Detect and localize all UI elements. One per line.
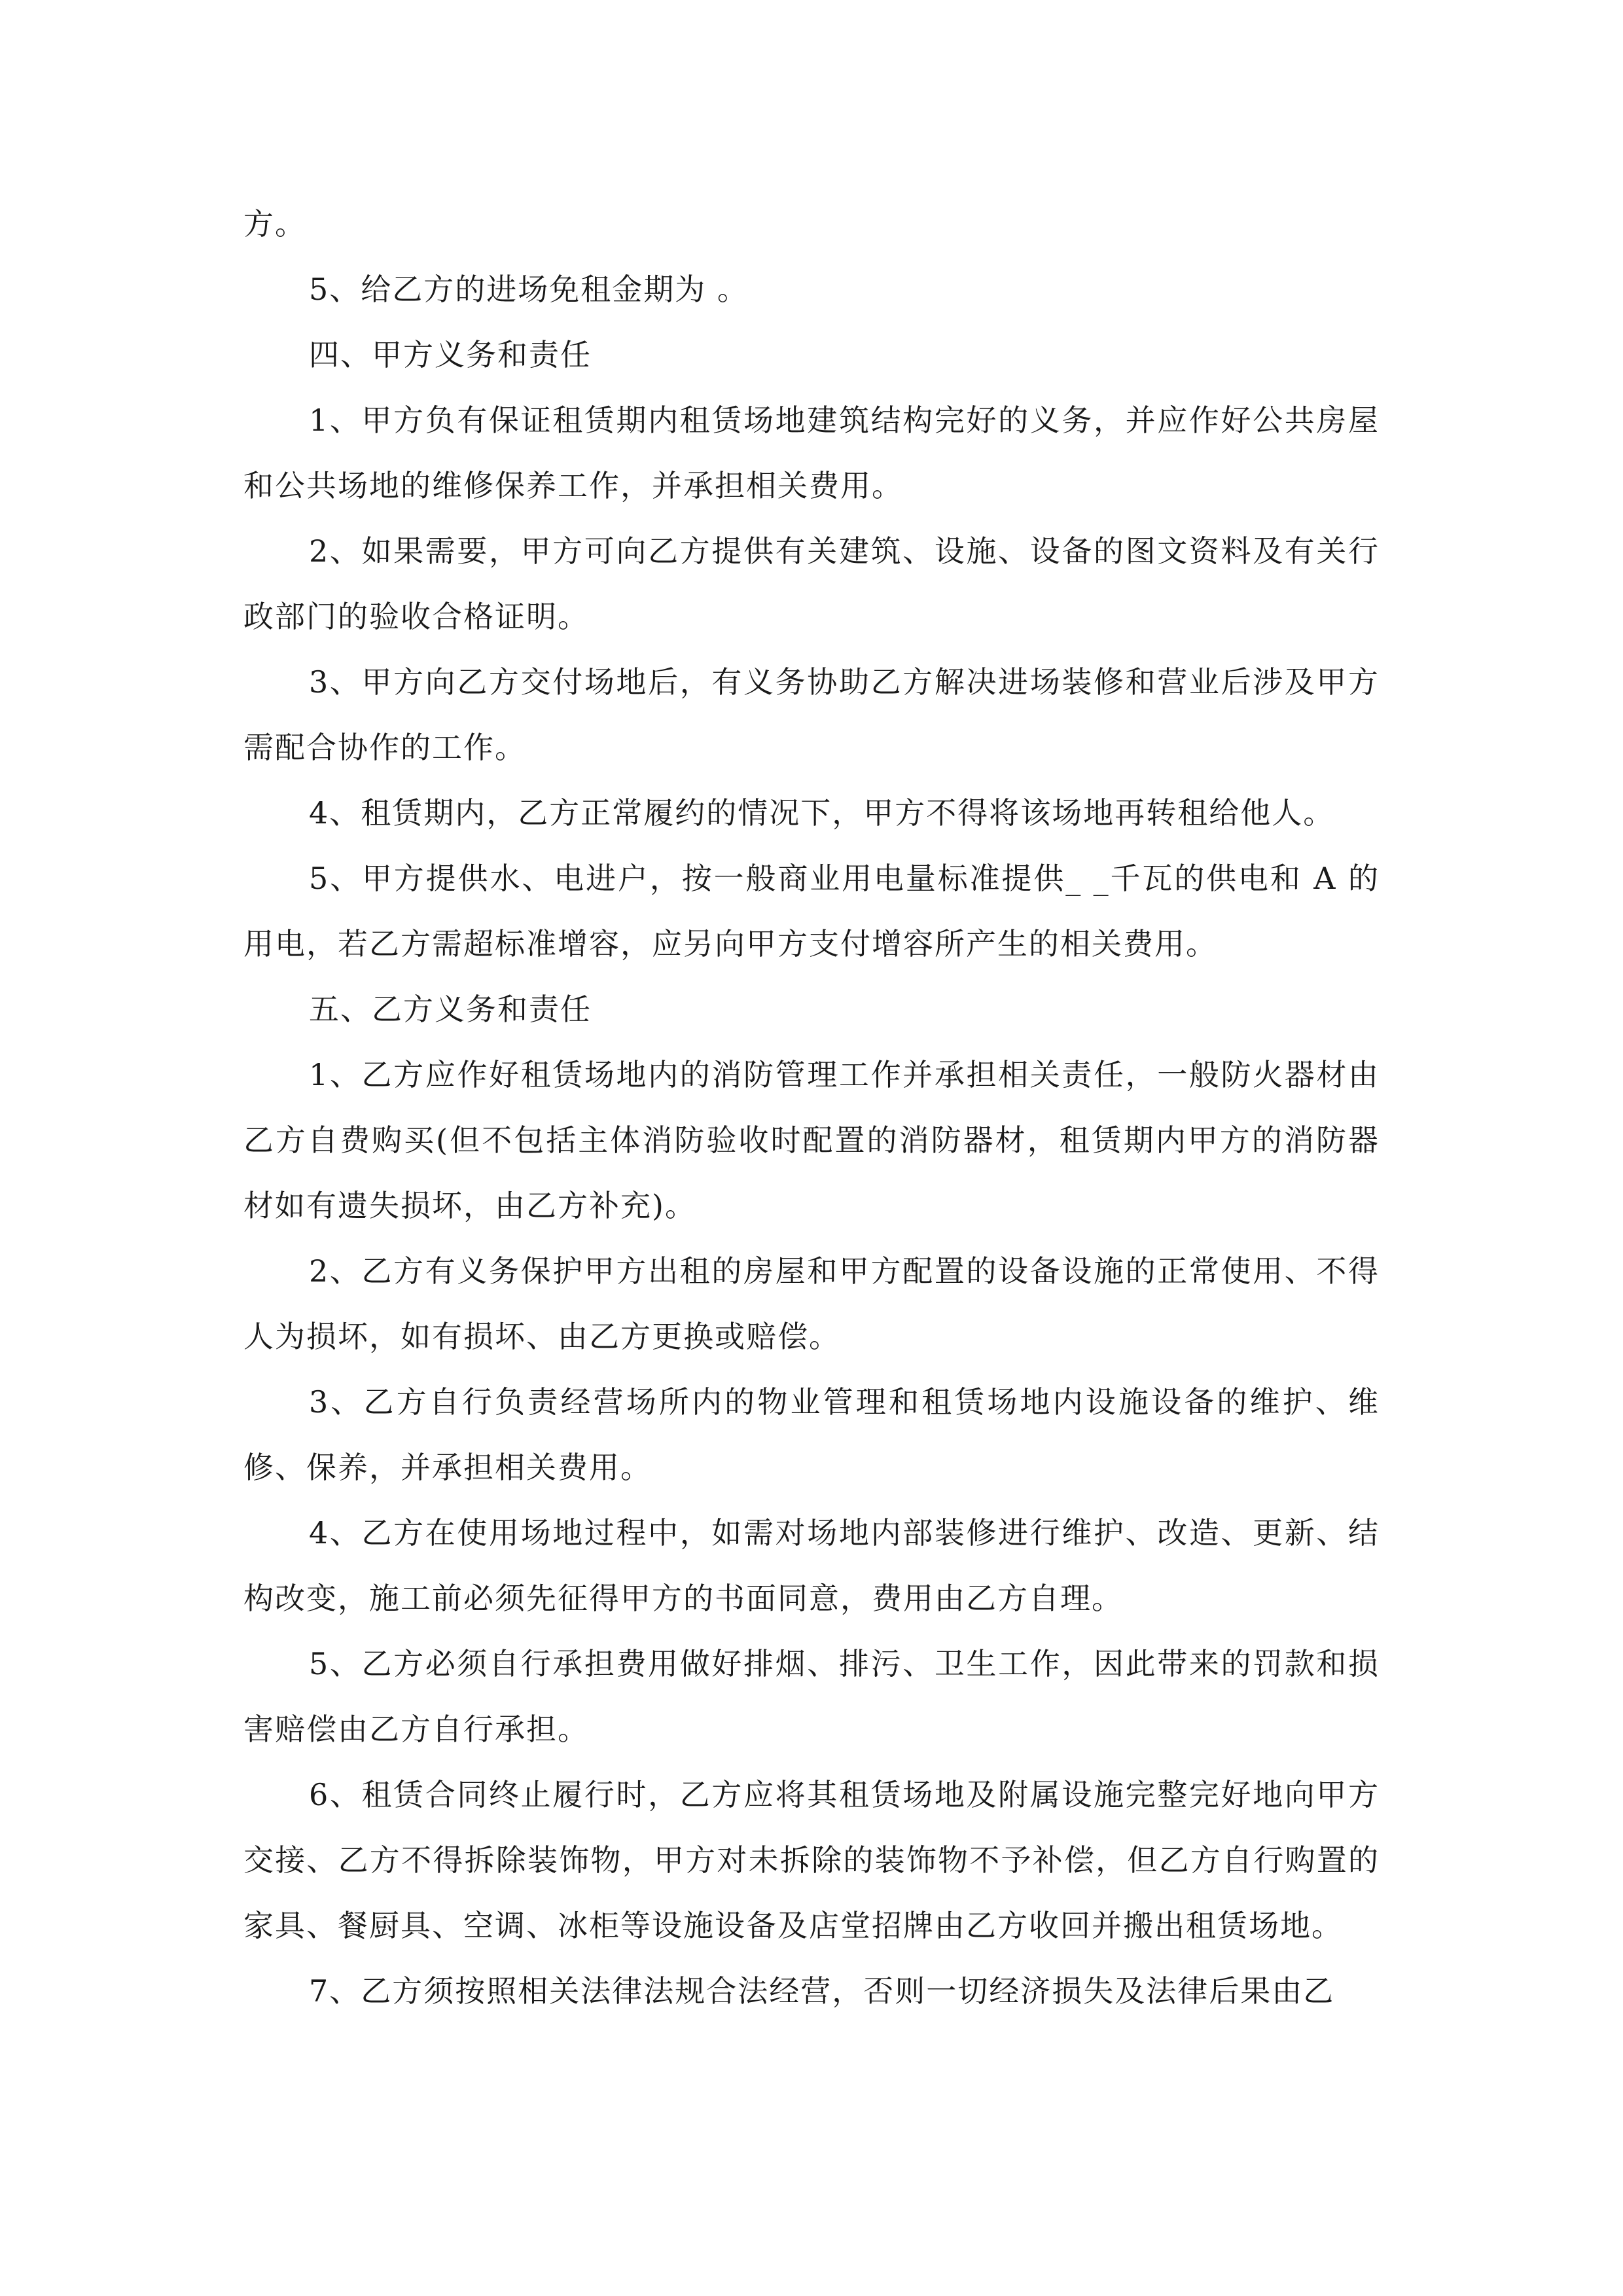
paragraph-a-2: 2、如果需要，甲方可向乙方提供有关建筑、设施、设备的图文资料及有关行政部门的验收合格证明。	[243, 533, 1380, 634]
document-body	[243, 191, 1380, 2024]
paragraph-continuation: 方。	[243, 206, 306, 242]
paragraph-b-7: 7、乙方须按照相关法律法规合法经营，否则一切经济损失及法律后果由乙	[309, 1973, 1335, 2009]
paragraph-b-2: 2、乙方有义务保护甲方出租的房屋和甲方配置的设备设施的正常使用、不得人为损坏，如有损坏、由乙方更换或赔偿。	[243, 1253, 1380, 1354]
paragraph-a-3: 3、甲方向乙方交付场地后，有义务协助乙方解决进场装修和营业后涉及甲方需配合协作的工作。	[243, 664, 1380, 765]
paragraph-b-6: 6、租赁合同终止履行时，乙方应将其租赁场地及附属设施完整完好地向甲方交接、乙方不得拆除装饰物，甲方对未拆除的装饰物不予补偿，但乙方自行购置的家具、餐厨具、空调、冰柜等设施设备及店堂招牌由乙方收回并搬出租赁场地。	[243, 1777, 1380, 1943]
paragraph-b-3: 3、乙方自行负责经营场所内的物业管理和租赁场地内设施设备的维护、维修、保养，并承担相关费用。	[243, 1384, 1380, 1485]
paragraph-b-4: 4、乙方在使用场地过程中，如需对场地内部装修进行维护、改造、更新、结构改变，施工前必须先征得甲方的书面同意，费用由乙方自理。	[243, 1515, 1380, 1616]
paragraph-b-5: 5、乙方必须自行承担费用做好排烟、排污、卫生工作，因此带来的罚款和损害赔偿由乙方自行承担。	[243, 1646, 1380, 1747]
paragraph-a-1: 1、甲方负有保证租赁期内租赁场地建筑结构完好的义务，并应作好公共房屋和公共场地的维修保养工作，并承担相关费用。	[243, 403, 1380, 503]
paragraph-b-1: 1、乙方应作好租赁场地内的消防管理工作并承担相关责任，一般防火器材由乙方自费购买(但不包括主体消防验收时配置的消防器材，租赁期内甲方的消防器材如有遗失损坏，由乙方补充)。	[243, 1057, 1380, 1223]
paragraph-a-4: 4、租赁期内，乙方正常履约的情况下，甲方不得将该场地再转租给他人。	[309, 795, 1335, 831]
section-heading-party-b: 五、乙方义务和责任	[309, 992, 592, 1027]
section-heading-party-a: 四、甲方义务和责任	[309, 337, 592, 372]
paragraph-rent-free-period: 5、给乙方的进场免租金期为 。	[309, 272, 749, 307]
paragraph-a-5: 5、甲方提供水、电进户，按一般商业用电量标准提供_ _千瓦的供电和 A 的用电，若乙方需超标准增容，应另向甲方支付增容所产生的相关费用。	[243, 861, 1380, 961]
